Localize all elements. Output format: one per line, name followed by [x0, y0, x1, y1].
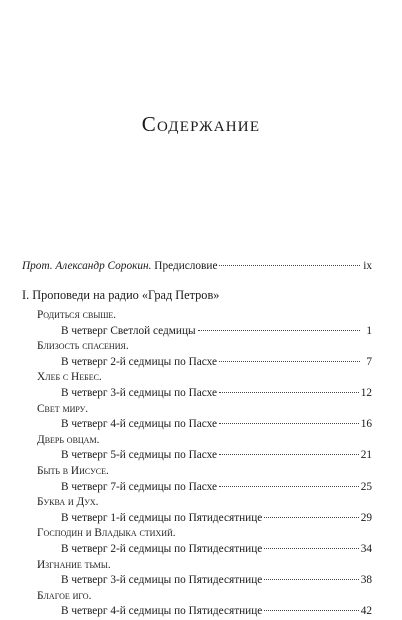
- entry-title: Близость спасения.: [37, 340, 129, 353]
- entry-subtitle: В четверг 1-й седмицы по Пятидесятнице: [61, 511, 263, 524]
- dot-leader: [198, 330, 360, 331]
- entry-line: [37, 448, 372, 464]
- preface-author: Прот. Александр Сорокин.: [22, 260, 152, 272]
- entry-title: Родиться свыше.: [37, 309, 117, 321]
- toc-entry: [37, 526, 372, 557]
- entry-subtitle: В четверг 4-й седмицы по Пятидесятнице: [61, 605, 263, 618]
- preface-entry: [22, 260, 372, 272]
- entry-title: Буква и Дух.: [37, 496, 99, 509]
- entry-title: Изгнание тьмы.: [37, 558, 111, 571]
- dot-leader: [264, 610, 358, 611]
- dot-leader: [264, 579, 358, 580]
- toc-entry: [37, 308, 372, 339]
- entry-line: [37, 324, 372, 340]
- entry-title: Хлеб с Небес.: [37, 371, 102, 384]
- entry-page: 38: [360, 574, 372, 587]
- toc-entry: [37, 433, 372, 464]
- toc-entry: [37, 339, 372, 370]
- entry-line: [37, 386, 372, 402]
- toc-entry: [37, 464, 372, 495]
- entry-page: 1: [366, 324, 372, 337]
- entry-line: [37, 480, 372, 496]
- entry-title: Свет миру.: [37, 402, 89, 415]
- entry-page: 21: [360, 449, 372, 462]
- entry-subtitle: В четверг 2-й седмицы по Пятидесятнице: [61, 542, 263, 555]
- entry-page: 34: [360, 542, 372, 555]
- toc-entry: [37, 370, 372, 401]
- entry-subtitle: В четверг Светлой седмицы: [61, 324, 196, 337]
- entry-page: 7: [366, 355, 372, 368]
- entry-subtitle: В четверг 5-й седмицы по Пасхе: [61, 449, 218, 462]
- entry-line: [37, 604, 372, 620]
- entry-page: 16: [360, 418, 372, 431]
- entry-line: [37, 542, 372, 558]
- entry-page: 29: [360, 511, 372, 524]
- toc-entry: [37, 558, 372, 589]
- entry-line: [37, 573, 372, 589]
- dot-leader: [219, 265, 360, 266]
- page-title: Содержание: [141, 112, 261, 136]
- entry-line: [37, 511, 372, 527]
- dot-leader: [219, 454, 359, 455]
- dot-leader: [264, 548, 358, 549]
- entry-subtitle: В четверг 4-й седмицы по Пасхе: [61, 418, 218, 431]
- entry-title: Господин и Владыка стихий.: [37, 527, 176, 540]
- toc-entry: [37, 402, 372, 433]
- dot-leader: [219, 361, 360, 362]
- entry-title: Быть в Иисусе.: [37, 464, 109, 477]
- dot-leader: [264, 517, 358, 518]
- preface-page: ix: [363, 260, 372, 272]
- toc-entry: [37, 589, 372, 620]
- dot-leader: [219, 423, 359, 424]
- section-title: I. Проповеди на радио «Град Петров»: [22, 288, 220, 302]
- dot-leader: [219, 486, 359, 487]
- entry-subtitle: В четверг 2-й седмицы по Пасхе: [61, 355, 218, 368]
- toc-entries: [37, 308, 372, 620]
- entry-subtitle: В четверг 7-й седмицы по Пасхе: [61, 480, 218, 493]
- entry-line: [37, 355, 372, 371]
- entry-page: 12: [360, 386, 372, 399]
- entry-subtitle: В четверг 3-й седмицы по Пятидесятнице: [61, 574, 263, 587]
- entry-page: 25: [360, 480, 372, 493]
- entry-title: Благое иго.: [37, 589, 92, 602]
- toc-entry: [37, 495, 372, 526]
- entry-page: 42: [360, 605, 372, 618]
- dot-leader: [219, 392, 359, 393]
- preface-label: Предисловие: [154, 260, 218, 272]
- entry-subtitle: В четверг 3-й седмицы по Пасхе: [61, 386, 218, 399]
- entry-line: [37, 417, 372, 433]
- entry-title: Дверь овцам.: [37, 433, 100, 446]
